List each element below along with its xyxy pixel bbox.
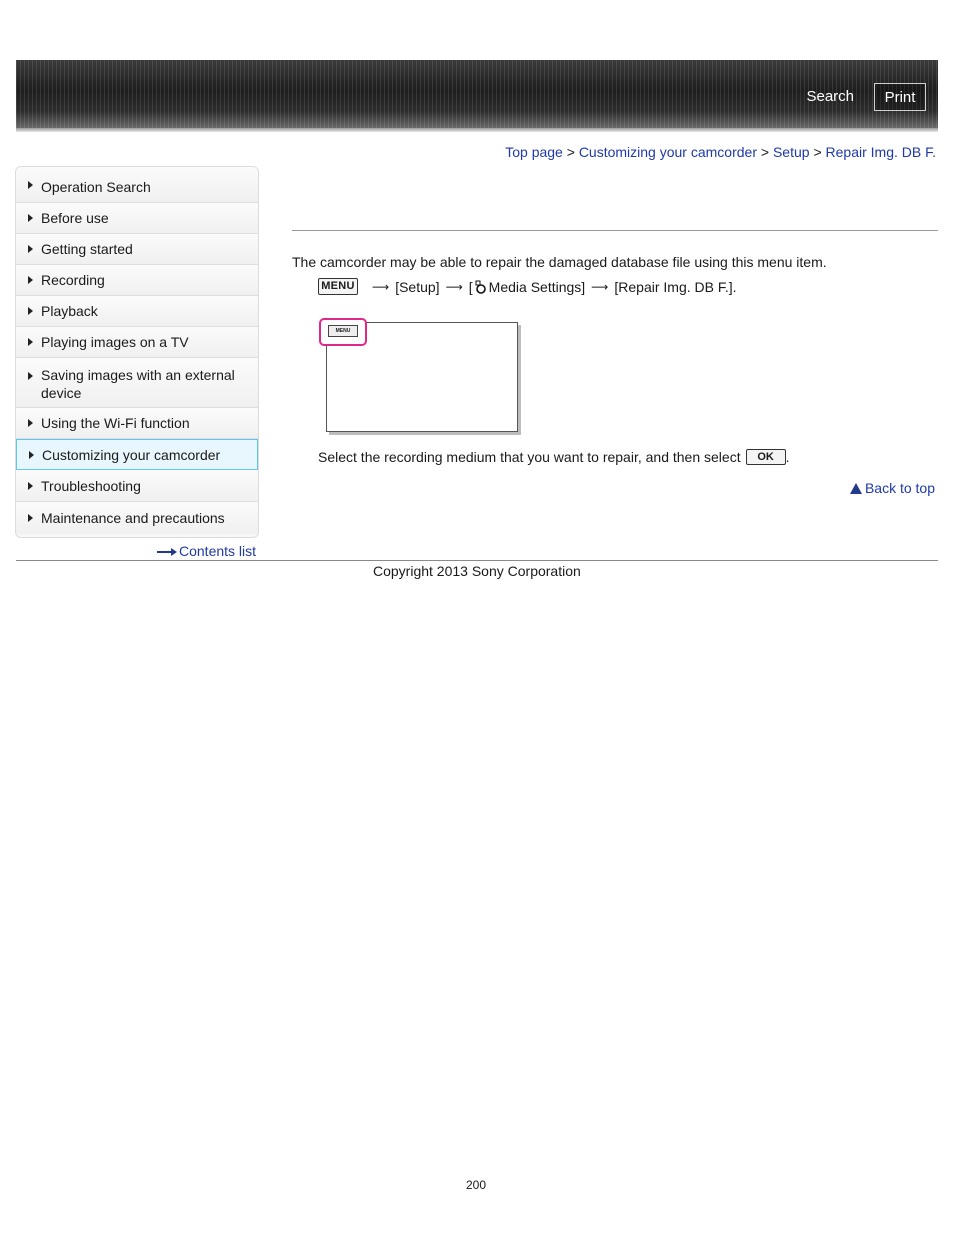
back-to-top-label: Back to top: [864, 480, 935, 496]
sidebar-item-label: Customizing your camcorder: [42, 446, 221, 463]
sidebar-item-wifi[interactable]: [16, 408, 258, 439]
sidebar-nav: [15, 166, 259, 538]
search-link[interactable]: Search: [806, 88, 854, 105]
arrow-right-icon: ⟶: [591, 279, 609, 294]
triangle-right-icon: [28, 307, 33, 315]
breadcrumb-setup[interactable]: Setup: [772, 144, 810, 160]
breadcrumb-separator: >: [760, 144, 770, 160]
footer-divider: [16, 560, 938, 561]
print-button[interactable]: Print: [874, 83, 926, 111]
media-settings-icon: [474, 280, 488, 294]
sidebar-item-label: Operation Search: [41, 178, 151, 195]
arrow-right-icon: ⟶: [445, 279, 463, 294]
sidebar-item-label: Before use: [41, 210, 109, 226]
copyright-text: Copyright 2013 Sony Corporation: [373, 563, 581, 579]
triangle-right-icon: [29, 451, 34, 459]
triangle-right-icon: [28, 276, 33, 284]
sidebar-item-label: Saving images with an external device: [41, 366, 235, 401]
step-setup: [Setup]: [395, 278, 440, 295]
triangle-right-icon: [28, 372, 33, 380]
step-repair: [Repair Img. DB F.].: [614, 278, 737, 295]
step-media-settings: Media Settings]: [488, 278, 586, 295]
sidebar-item-label: Maintenance and precautions: [41, 510, 225, 526]
breadcrumb-customizing[interactable]: Customizing your camcorder: [578, 144, 757, 160]
select-instruction: [318, 449, 789, 465]
sidebar-item-label: Using the Wi-Fi function: [41, 415, 190, 431]
menu-step: [318, 278, 737, 295]
breadcrumb: [505, 144, 936, 160]
sidebar-item-recording[interactable]: [16, 265, 258, 296]
title-divider: [292, 230, 938, 231]
breadcrumb-current[interactable]: Repair Img. DB F.: [825, 144, 936, 160]
triangle-right-icon: [28, 338, 33, 346]
arrow-right-icon: [157, 548, 177, 556]
step-bracket: [: [468, 278, 473, 295]
breadcrumb-separator: >: [813, 144, 822, 160]
select-text: Select the recording medium that you want to repair, and then select: [318, 449, 741, 465]
sidebar-item-getting-started[interactable]: [16, 234, 258, 265]
sidebar-item-customizing[interactable]: [16, 439, 258, 470]
triangle-right-icon: [28, 214, 33, 222]
sidebar-item-label: Troubleshooting: [41, 477, 141, 494]
sidebar-item-maintenance[interactable]: [16, 502, 258, 534]
sidebar-item-playing-on-tv[interactable]: [16, 327, 258, 358]
triangle-right-icon: [28, 245, 33, 253]
sidebar-item-label: Getting started: [41, 241, 133, 257]
triangle-right-icon: [28, 181, 33, 189]
triangle-right-icon: [28, 514, 33, 522]
sidebar-item-saving-images[interactable]: [16, 358, 258, 408]
sidebar-item-playback[interactable]: [16, 296, 258, 327]
page-number: 200: [466, 1178, 487, 1192]
header-bar: [16, 60, 938, 128]
sidebar-item-label: Playback: [41, 303, 98, 319]
breadcrumb-top-page[interactable]: Top page: [505, 144, 563, 160]
arrow-right-icon: ⟶: [372, 279, 390, 294]
sidebar-item-troubleshooting[interactable]: [16, 470, 258, 502]
menu-key-icon: MENU: [318, 278, 358, 295]
sidebar-item-before-use[interactable]: [16, 203, 258, 234]
triangle-up-icon: [850, 483, 862, 494]
sidebar-item-label: Recording: [41, 272, 105, 288]
contents-list-link[interactable]: [157, 543, 256, 559]
sidebar-item-label: Playing images on a TV: [41, 334, 189, 350]
triangle-right-icon: [28, 419, 33, 427]
breadcrumb-separator: >: [566, 144, 575, 160]
back-to-top-link[interactable]: [850, 480, 935, 496]
diagram-menu-icon: MENU: [328, 325, 358, 337]
sidebar-item-operation-search[interactable]: [16, 167, 258, 203]
triangle-right-icon: [28, 482, 33, 490]
select-end: .: [785, 449, 790, 465]
intro-text: The camcorder may be able to repair the damaged database file using this menu item.: [292, 254, 827, 270]
contents-list-label: Contents list: [179, 543, 257, 559]
ok-key-icon: OK: [746, 449, 786, 465]
